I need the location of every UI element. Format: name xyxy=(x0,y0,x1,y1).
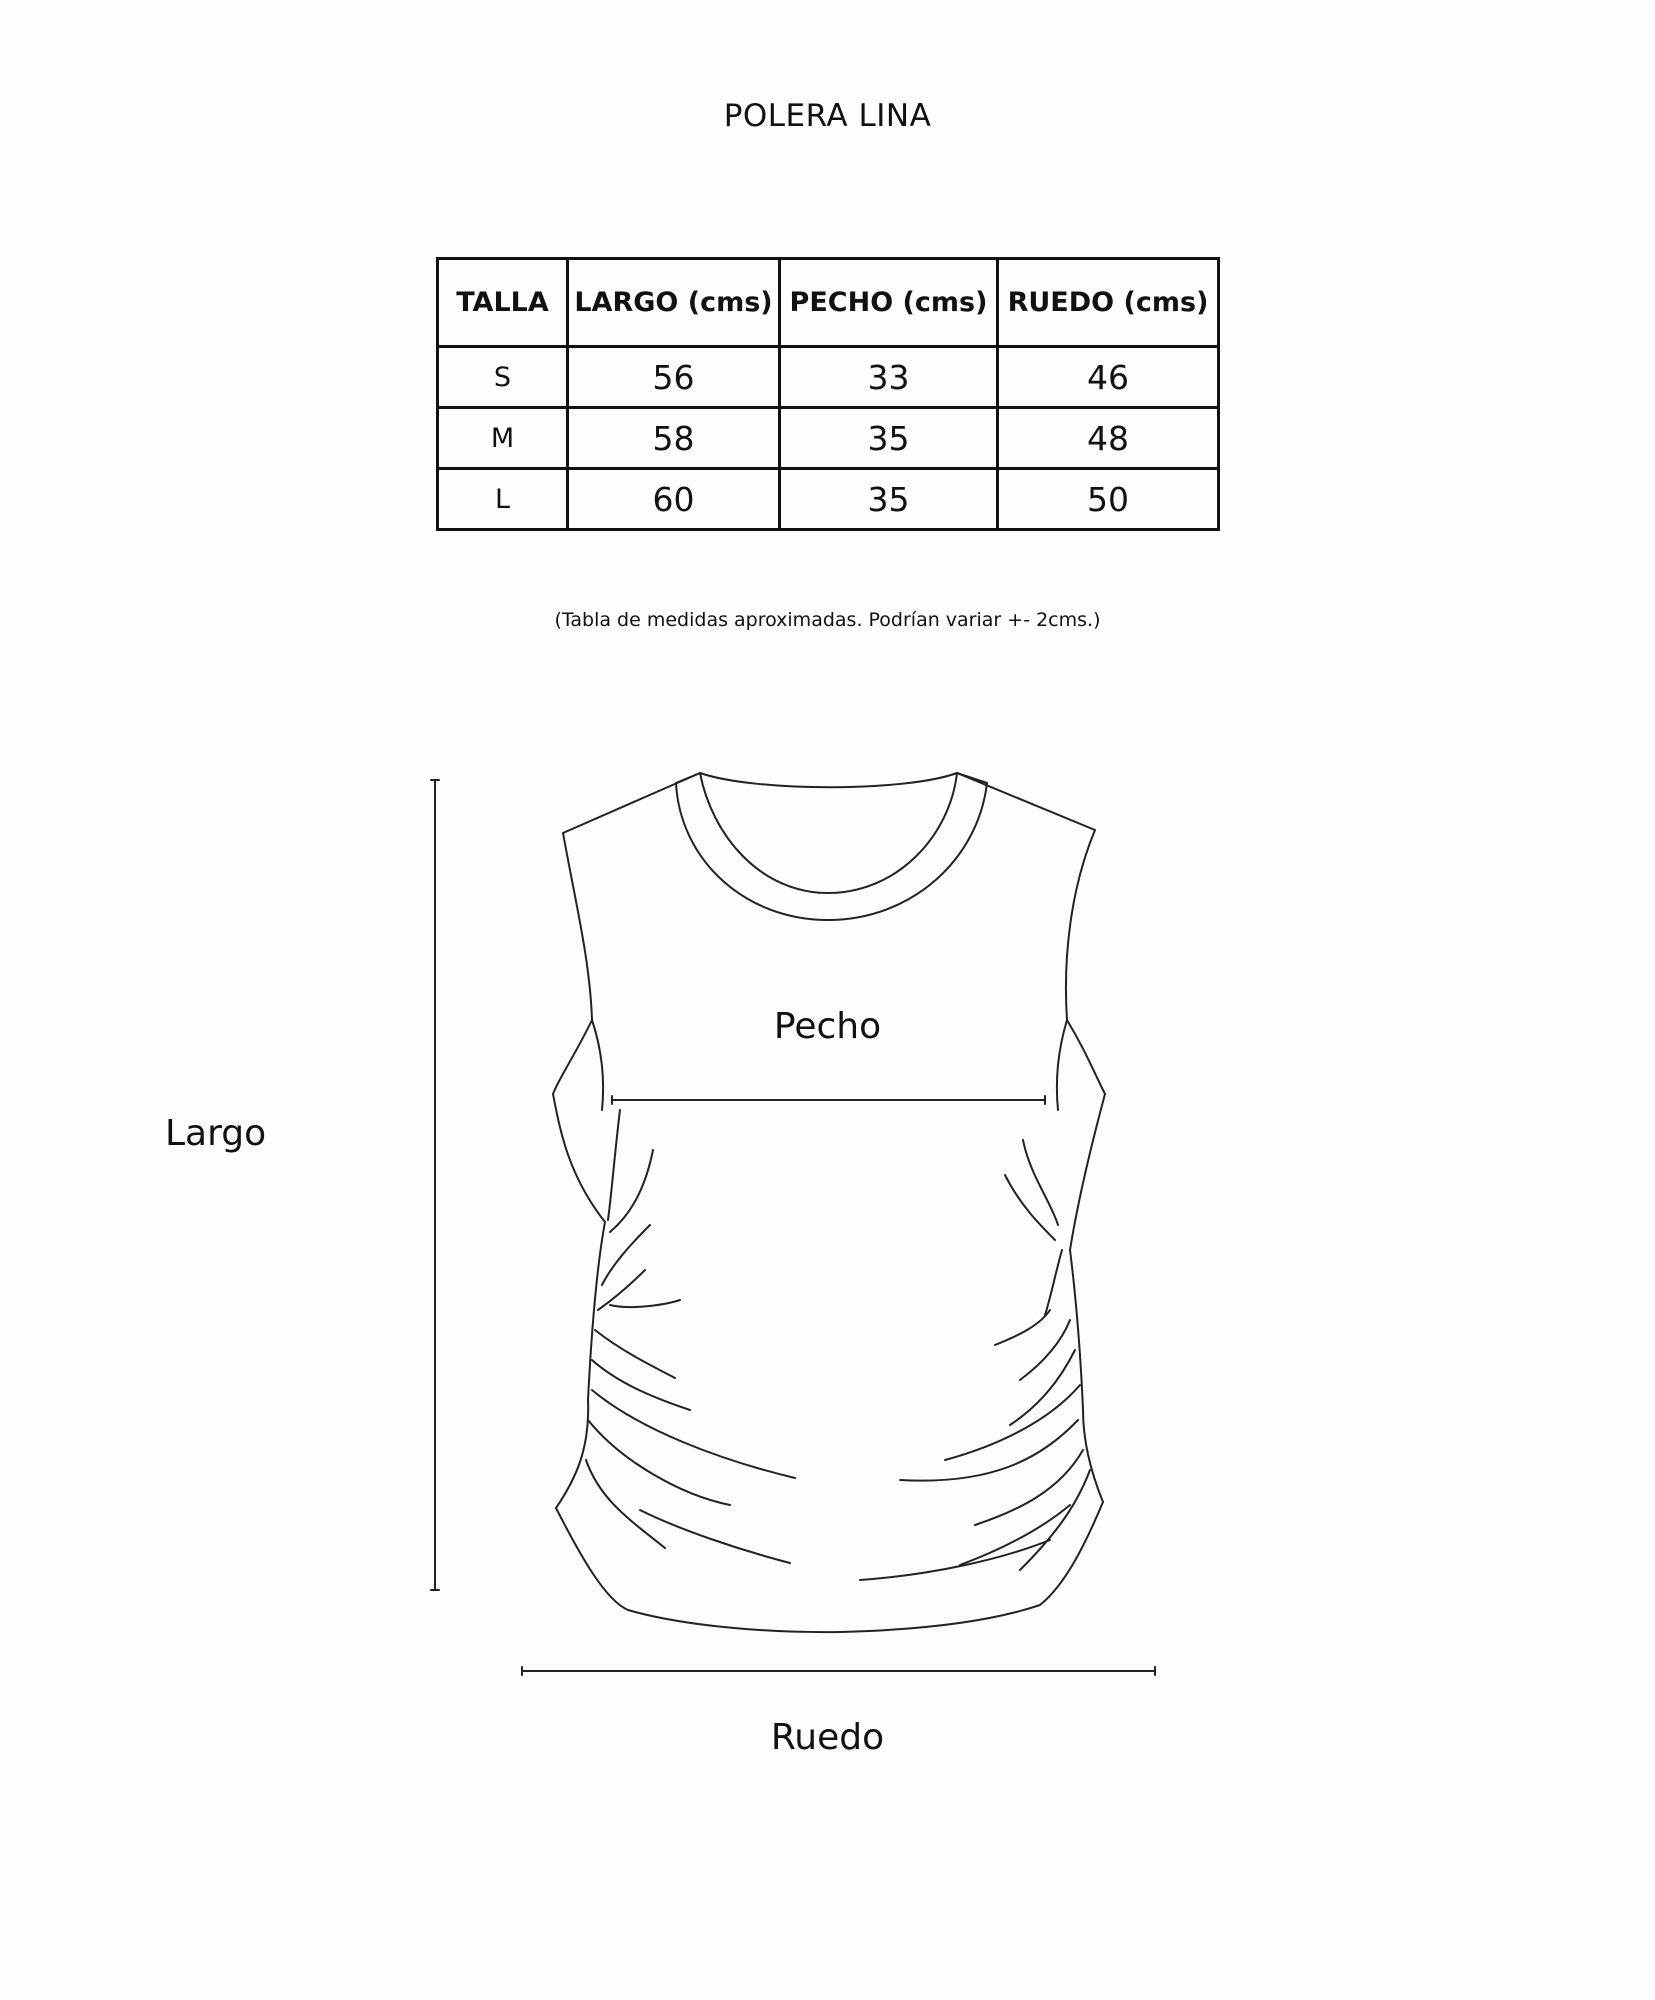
header-largo: LARGO (cms) xyxy=(568,259,780,347)
header-pecho: PECHO (cms) xyxy=(780,259,998,347)
largo-cell: 58 xyxy=(568,408,780,469)
neckline-inner xyxy=(700,773,957,893)
ruedo-cell: 46 xyxy=(998,347,1219,408)
page-title: POLERA LINA xyxy=(723,98,932,134)
size-cell: L xyxy=(438,469,568,530)
pecho-cell: 33 xyxy=(780,347,998,408)
ruedo-cell: 48 xyxy=(998,408,1219,469)
header-talla: TALLA xyxy=(438,259,568,347)
pecho-cell: 35 xyxy=(780,469,998,530)
measurement-note: (Tabla de medidas aproximadas. Podrían variar +- 2cms.) xyxy=(554,609,1101,631)
size-cell: M xyxy=(438,408,568,469)
collar-outer xyxy=(700,773,957,787)
largo-cell: 60 xyxy=(568,469,780,530)
ruedo-cell: 50 xyxy=(998,469,1219,530)
neckline xyxy=(676,783,987,920)
size-cell: S xyxy=(438,347,568,408)
largo-cell: 56 xyxy=(568,347,780,408)
length-label: Largo xyxy=(165,1113,267,1154)
hem-label: Ruedo xyxy=(770,1717,885,1758)
chest-label: Pecho xyxy=(773,1006,882,1047)
pecho-cell: 35 xyxy=(780,408,998,469)
header-ruedo: RUEDO (cms) xyxy=(998,259,1219,347)
